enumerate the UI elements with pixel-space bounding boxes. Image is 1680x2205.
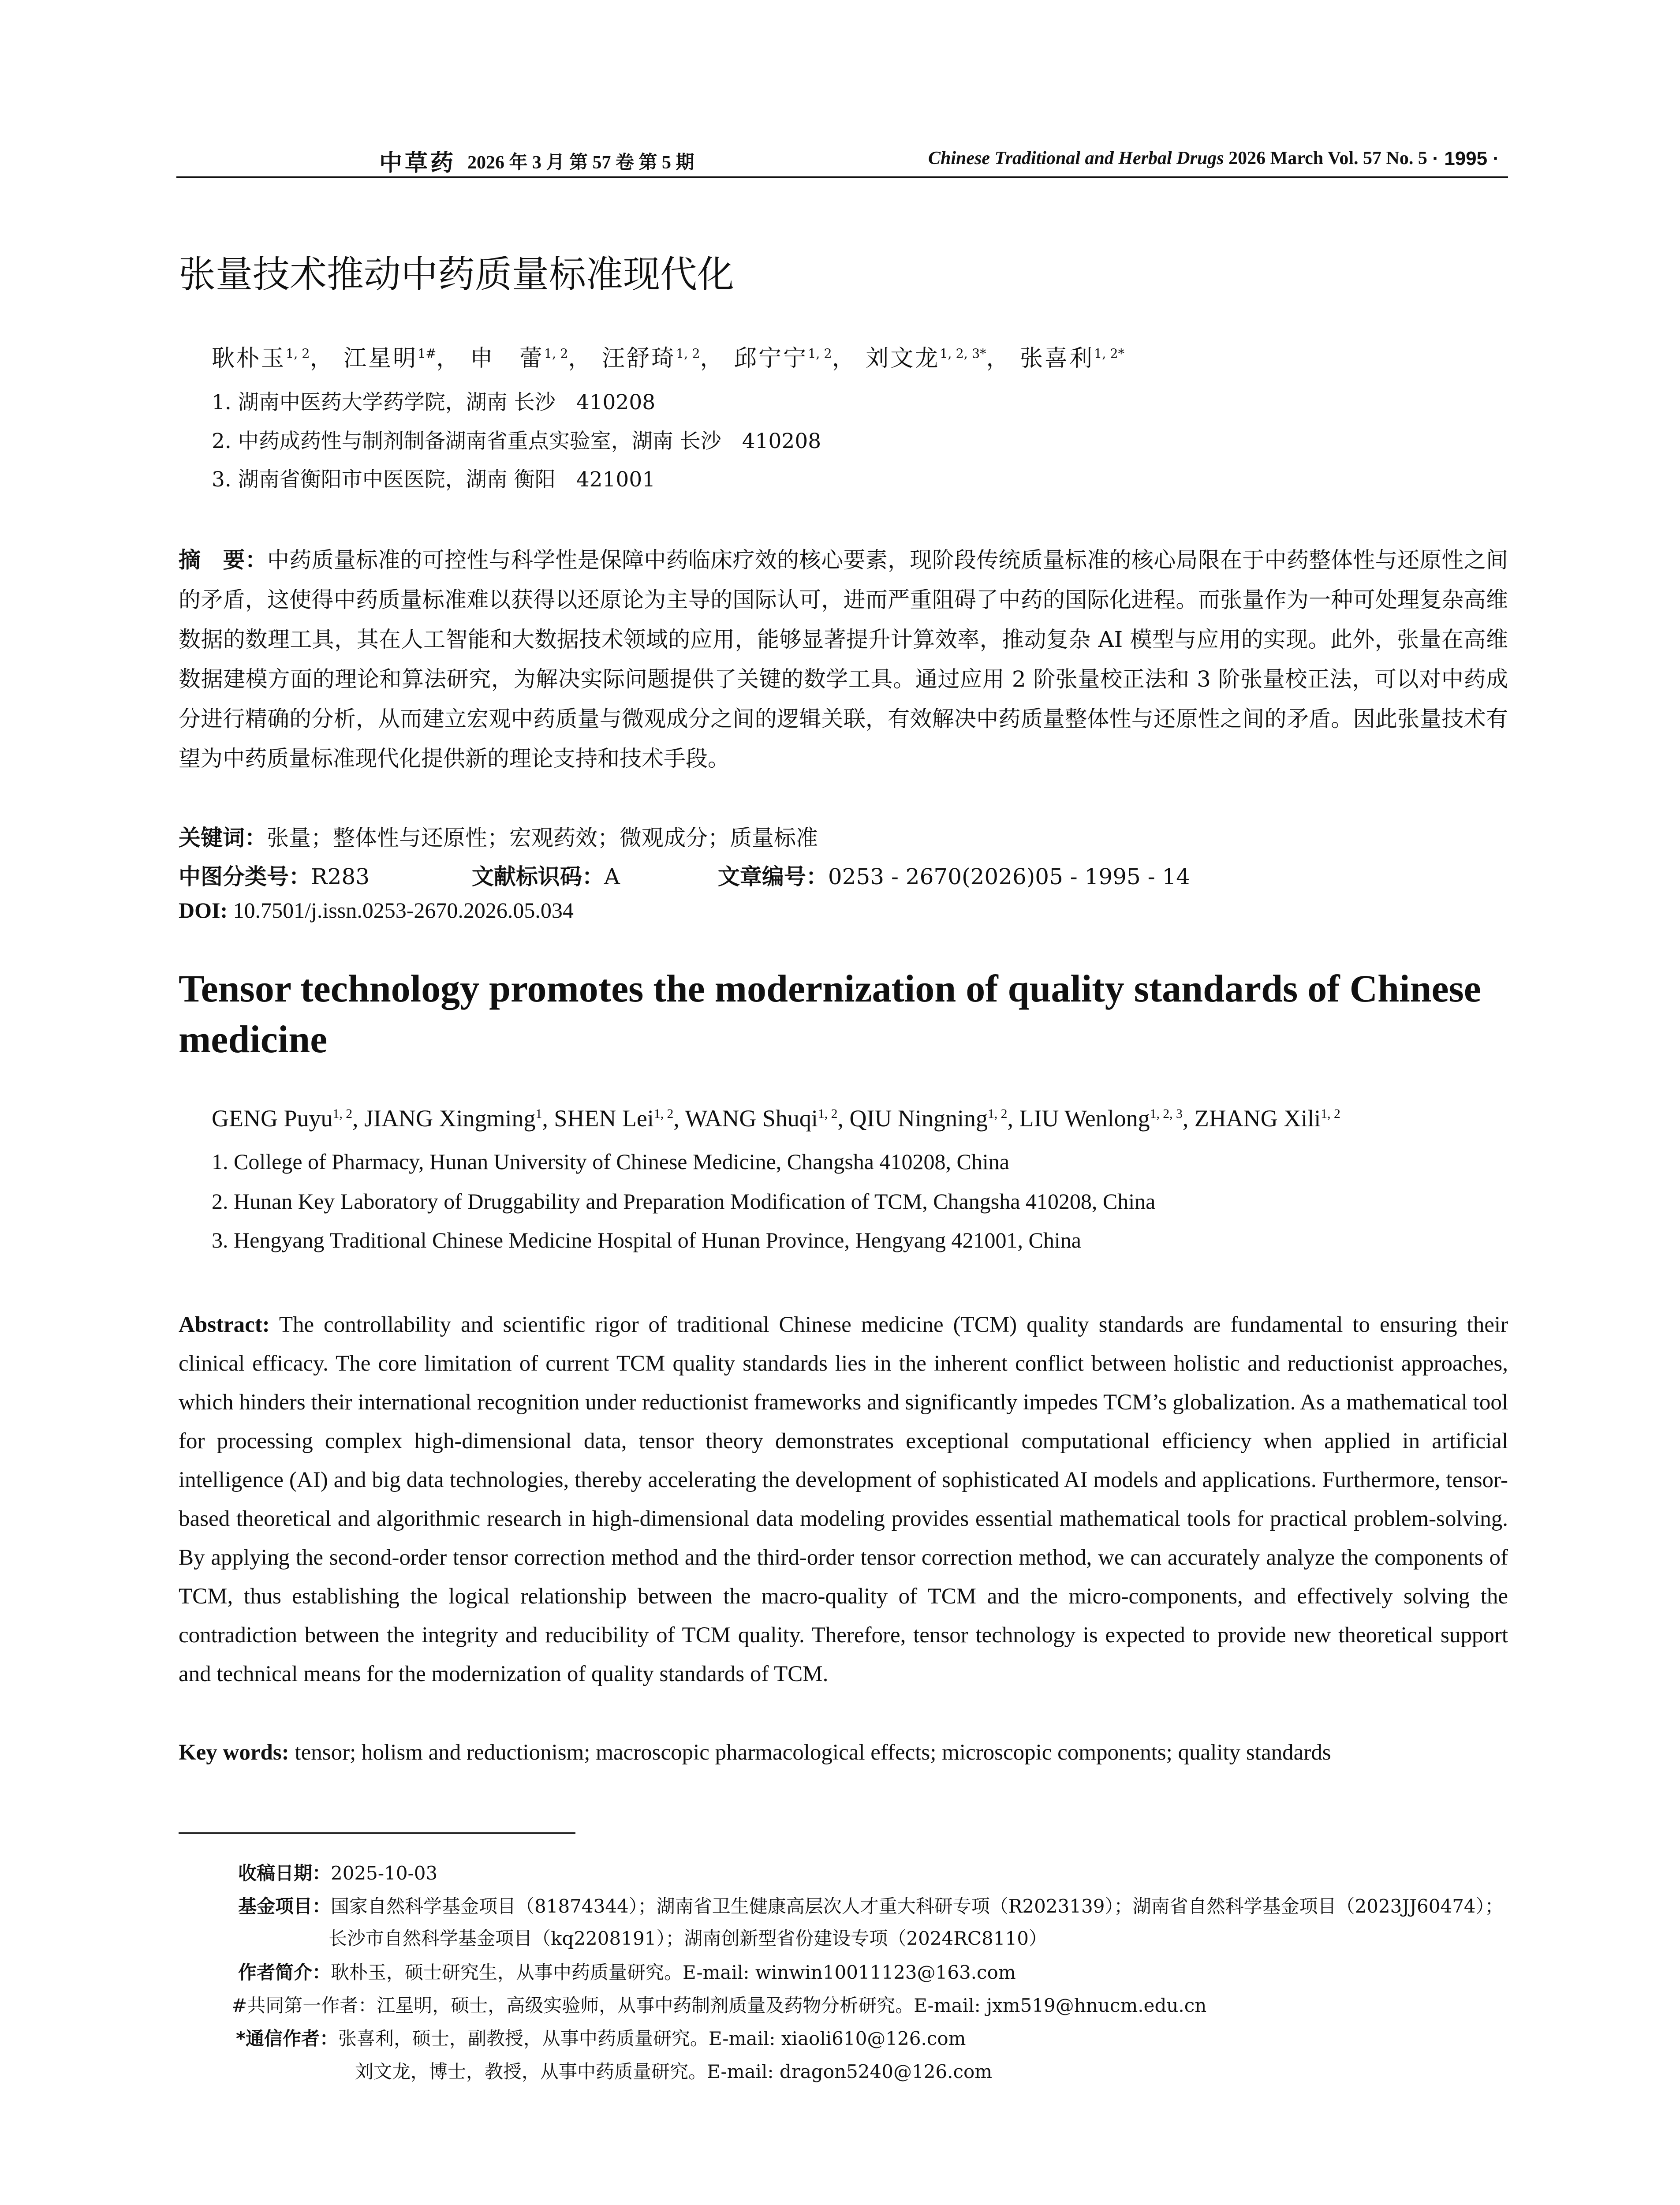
keywords-en-text: tensor; holism and reductionism; macroscopic pharmacological effects; microscopic components; quality standards: [295, 1740, 1331, 1765]
abstract-cn-text: 中药质量标准的可控性与科学性是保障中药临床疗效的核心要素，现阶段传统质量标准的核心局限在于中药整体性与还原性之间的矛盾，这使得中药质量标准难以获得以还原论为主导的国际认可，进而严重阻碍了中药的国际化进程。而张量作为一种可处理复杂高维数据的数理工具，其在人工智能和大数据技术领域的应用，能够显著提升计算效率，推动复杂 AI 模型与应用的实现。此外，张量在高维数据建模方面的理论和算法研究，为解决实际问题提供了关键的数学工具。通过应用 2 阶张量校正法和 3 阶张量校正法，可以对中药成分进行精确的分析，从而建立宏观中药质量与微观成分之间的逻辑关联，有效解决中药质量整体性与还原性之间的矛盾。因此张量技术有望为中药质量标准现代化提供新的理论支持和技术手段。: [179, 547, 1508, 771]
author-cn: 刘文龙$^{1, 2, 3*}$: [866, 345, 986, 372]
author-cn: 耿朴玉$^{1, 2}$: [212, 345, 310, 372]
affiliation-en: 2. Hunan Key Laboratory of Druggability and Preparation Modification of TCM, Changsha 410208, China: [212, 1189, 1156, 1214]
footnote-corresponding: *通信作者：张喜利，硕士，副教授，从事中药质量研究。E-mail: xiaoli610@126.com: [236, 2028, 966, 2049]
abstract-en-text: The controllability and scientific rigor of traditional Chinese medicine (TCM) quality standards are fundamental to ensuring their clinical efficacy. The core limitation of current TCM quality standards lies in the inherent conflict between holistic and reductionist approaches, which hinders their international recognition under reductionist frameworks and significantly impedes TCM’s globalization. As a mathematical tool for processing complex high-dimensional data, tensor theory demonstrates exceptional computational efficiency when applied in artificial intelligence (AI) and big data technologies, thereby accelerating the development of sophisticated AI models and applications. Furthermore, tensor-based theoretical and algorithmic research in high-dimensional data modeling provides essential mathematical tools for practical problem-solving. By applying the second-order tensor correction method and the third-order tensor correction method, we can accurately analyze the components of TCM, thus establishing the logical relationship between the macro-quality of TCM and the micro-components, and effectively solving the contradiction between the integrity and reducibility of TCM quality. Therefore, tensor technology is expected to provide new theoretical support and technical means for the modernization of quality standards of TCM.: [179, 1312, 1508, 1686]
author-en: WANG Shuqi$^{1, 2}$: [685, 1105, 838, 1132]
affiliation-cn: 2. 中药成药性与制剂制备湖南省重点实验室，湖南 长沙 410208: [212, 429, 821, 453]
keywords-en: Key words: tensor; holism and reductionism; macroscopic pharmacological effects; microscopic components; quality standards: [179, 1740, 1331, 1765]
affiliation-cn: 3. 湖南省衡阳市中医医院，湖南 衡阳 421001: [212, 467, 656, 492]
abstract-en-label: Abstract:: [179, 1312, 270, 1337]
authors-en: GENG Puyu$^{1, 2}$, JIANG Xingming$^1$, SHEN Lei$^{1, 2}$, WANG Shuqi$^{1, 2}$, QIU Ningning$^{1, 2}$, LIU Wenlong$^{1, 2, 3}$, ZHANG Xili$^{1, 2}$: [212, 1105, 1340, 1132]
journal-en: Chinese Traditional and Herbal Drugs 2026 March Vol. 57 No. 5: [928, 148, 1427, 168]
author-cn: 申 蕾$^{1, 2}$: [470, 345, 568, 372]
keywords-cn: 关键词：张量；整体性与还原性；宏观药效；微观成分；质量标准: [179, 825, 818, 851]
footnote-cofirst: #共同第一作者：江星明，硕士，高级实验师，从事中药制剂质量及药物分析研究。E-mail: jxm519@hnucm.edu.cn: [231, 1995, 1207, 2016]
author-en: SHEN Lei$^{1, 2}$: [554, 1105, 674, 1132]
footnote-fund-cont: 长沙市自然科学基金项目（kq2208191）；湖南创新型省份建设专项（2024RC8110）: [329, 1928, 1047, 1949]
title-cn: 张量技术推动中药质量标准现代化: [179, 253, 735, 296]
doi-line: DOI: 10.7501/j.issn.0253-2670.2026.05.034: [179, 898, 574, 923]
author-cn: 张喜利$^{1, 2*}$: [1019, 345, 1124, 372]
keywords-cn-text: 张量；整体性与还原性；宏观药效；微观成分；质量标准: [267, 825, 818, 851]
author-en: GENG Puyu$^{1, 2}$: [212, 1105, 353, 1132]
abstract-en: [179, 1305, 1508, 1693]
issue-en: 2026 March Vol. 57 No. 5: [1228, 148, 1427, 168]
classification-line: 中图分类号：R283 文献标识码：A 文章编号：0253 - 2670(2026)05 - 1995 - 14: [179, 864, 1191, 889]
journal-logo: 中草药: [379, 149, 456, 176]
author-cn: 江星明$^{1\#}$: [343, 345, 437, 372]
clc-code: R283: [311, 864, 370, 889]
page-number: · 1995 ·: [1432, 148, 1499, 169]
author-cn: 汪舒琦$^{1, 2}$: [601, 345, 700, 372]
affiliation-cn: 1. 湖南中医药大学药学院，湖南 长沙 410208: [212, 390, 656, 415]
author-cn: 邱宁宁$^{1, 2}$: [734, 345, 832, 372]
journal-header: [176, 143, 1508, 179]
footnote-author: 作者简介：耿朴玉，硕士研究生，从事中药质量研究。E-mail: winwin10011123@163.com: [238, 1962, 1016, 1983]
footnote-received: 收稿日期：2025-10-03: [238, 1862, 438, 1884]
affiliation-en: 3. Hengyang Traditional Chinese Medicine Hospital of Hunan Province, Hengyang 421001, China: [212, 1228, 1081, 1252]
article-number: 0253 - 2670(2026)05 - 1995 - 14: [828, 864, 1191, 889]
footnote-corresponding-2: 刘文龙，博士，教授，从事中药质量研究。E-mail: dragon5240@126.com: [355, 2061, 993, 2082]
title-en: Tensor technology promotes the modernization of quality standards of Chinese medicine: [179, 968, 1481, 1061]
footnote-rule: [179, 1832, 575, 1834]
abstract-cn: [179, 540, 1508, 778]
author-en: ZHANG Xili$^{1, 2}$: [1194, 1105, 1340, 1132]
authors-cn: 耿朴玉$^{1, 2}$， 江星明$^{1\#}$， 申 蕾$^{1, 2}$， 汪舒琦$^{1, 2}$， 邱宁宁$^{1, 2}$， 刘文龙$^{1, 2, 3*}$， 张喜利$^{1, 2*}$: [212, 345, 1124, 372]
author-en: JIANG Xingming$^1$: [364, 1105, 542, 1132]
issue-cn: 2026 年 3 月 第 57 卷 第 5 期: [467, 153, 694, 173]
abstract-cn-label: 摘 要：: [179, 547, 268, 573]
doi-value[interactable]: 10.7501/j.issn.0253-2670.2026.05.034: [233, 898, 574, 923]
affiliation-en: 1. College of Pharmacy, Hunan University of Chinese Medicine, Changsha 410208, China: [212, 1149, 1009, 1174]
header-rule: [176, 176, 1508, 178]
doc-code: A: [604, 864, 620, 889]
footnote-fund: 基金项目：国家自然科学基金项目（81874344）；湖南省卫生健康高层次人才重大科研专项（R2023139）；湖南省自然科学基金项目（2023JJ60474）；: [238, 1895, 1504, 1917]
author-en: LIU Wenlong$^{1, 2, 3}$: [1019, 1105, 1183, 1132]
author-en: QIU Ningning$^{1, 2}$: [849, 1105, 1008, 1132]
